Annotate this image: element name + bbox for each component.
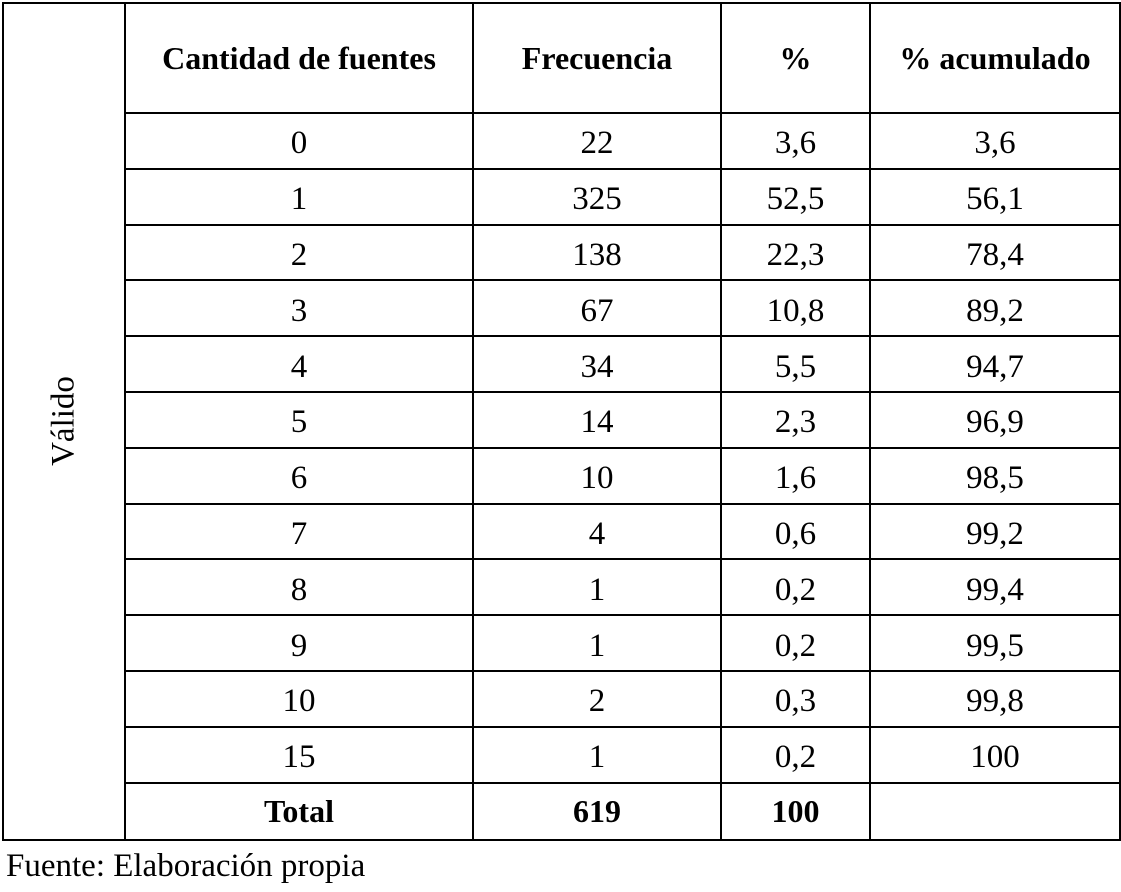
cell-frecuencia: 1 [473,559,721,615]
cell-frecuencia: 67 [473,280,721,336]
cell-cumulative: 89,2 [870,280,1120,336]
total-row [3,783,1120,840]
cell-cantidad: 8 [125,559,473,615]
header-cantidad: Cantidad de fuentes [125,3,473,113]
cell-frecuencia: 4 [473,504,721,560]
cell-percent: 0,3 [721,671,870,727]
header-frecuencia: Frecuencia [473,3,721,113]
table-row [3,113,1120,169]
cell-frecuencia: 138 [473,225,721,281]
stub-cell [3,3,125,840]
cell-cantidad: 10 [125,671,473,727]
cell-cantidad: 4 [125,336,473,392]
cell-percent: 10,8 [721,280,870,336]
table-row [3,225,1120,281]
cell-percent: 0,2 [721,727,870,783]
cell-cumulative: 78,4 [870,225,1120,281]
cell-frecuencia: 1 [473,615,721,671]
cell-cantidad: 15 [125,727,473,783]
cell-cantidad: 6 [125,448,473,504]
total-cumulative [870,783,1120,840]
table-row [3,336,1120,392]
table-row [3,671,1120,727]
table-row [3,448,1120,504]
cell-frecuencia: 22 [473,113,721,169]
cell-frecuencia: 1 [473,727,721,783]
frequency-table [2,2,1121,841]
table-row [3,727,1120,783]
cell-percent: 1,6 [721,448,870,504]
cell-percent: 3,6 [721,113,870,169]
cell-cumulative: 96,9 [870,392,1120,448]
cell-percent: 0,2 [721,615,870,671]
cell-cantidad: 0 [125,113,473,169]
cell-frecuencia: 14 [473,392,721,448]
stub-label: Válido [45,376,82,467]
cell-cumulative: 99,8 [870,671,1120,727]
cell-cumulative: 99,5 [870,615,1120,671]
cell-percent: 22,3 [721,225,870,281]
cell-cumulative: 99,2 [870,504,1120,560]
cell-percent: 2,3 [721,392,870,448]
cell-cantidad: 2 [125,225,473,281]
total-label: Total [125,783,473,840]
cell-frecuencia: 325 [473,169,721,225]
table-row [3,280,1120,336]
source-note: Fuente: Elaboración propia [6,848,366,884]
cell-cantidad: 3 [125,280,473,336]
cell-percent: 0,6 [721,504,870,560]
cell-cumulative: 99,4 [870,559,1120,615]
cell-cumulative: 56,1 [870,169,1120,225]
cell-cantidad: 1 [125,169,473,225]
cell-cumulative: 100 [870,727,1120,783]
cell-cumulative: 94,7 [870,336,1120,392]
table-row [3,615,1120,671]
table-row [3,504,1120,560]
cell-frecuencia: 2 [473,671,721,727]
header-cumulative: % acumulado [870,3,1120,113]
cell-percent: 52,5 [721,169,870,225]
cell-percent: 5,5 [721,336,870,392]
cell-frecuencia: 34 [473,336,721,392]
header-row [3,3,1120,113]
header-percent: % [721,3,870,113]
cell-cantidad: 5 [125,392,473,448]
cell-percent: 0,2 [721,559,870,615]
cell-cantidad: 9 [125,615,473,671]
total-percent: 100 [721,783,870,840]
table-row [3,169,1120,225]
total-frecuencia: 619 [473,783,721,840]
table-row [3,392,1120,448]
cell-cumulative: 98,5 [870,448,1120,504]
cell-frecuencia: 10 [473,448,721,504]
cell-cumulative: 3,6 [870,113,1120,169]
cell-cantidad: 7 [125,504,473,560]
table-row [3,559,1120,615]
